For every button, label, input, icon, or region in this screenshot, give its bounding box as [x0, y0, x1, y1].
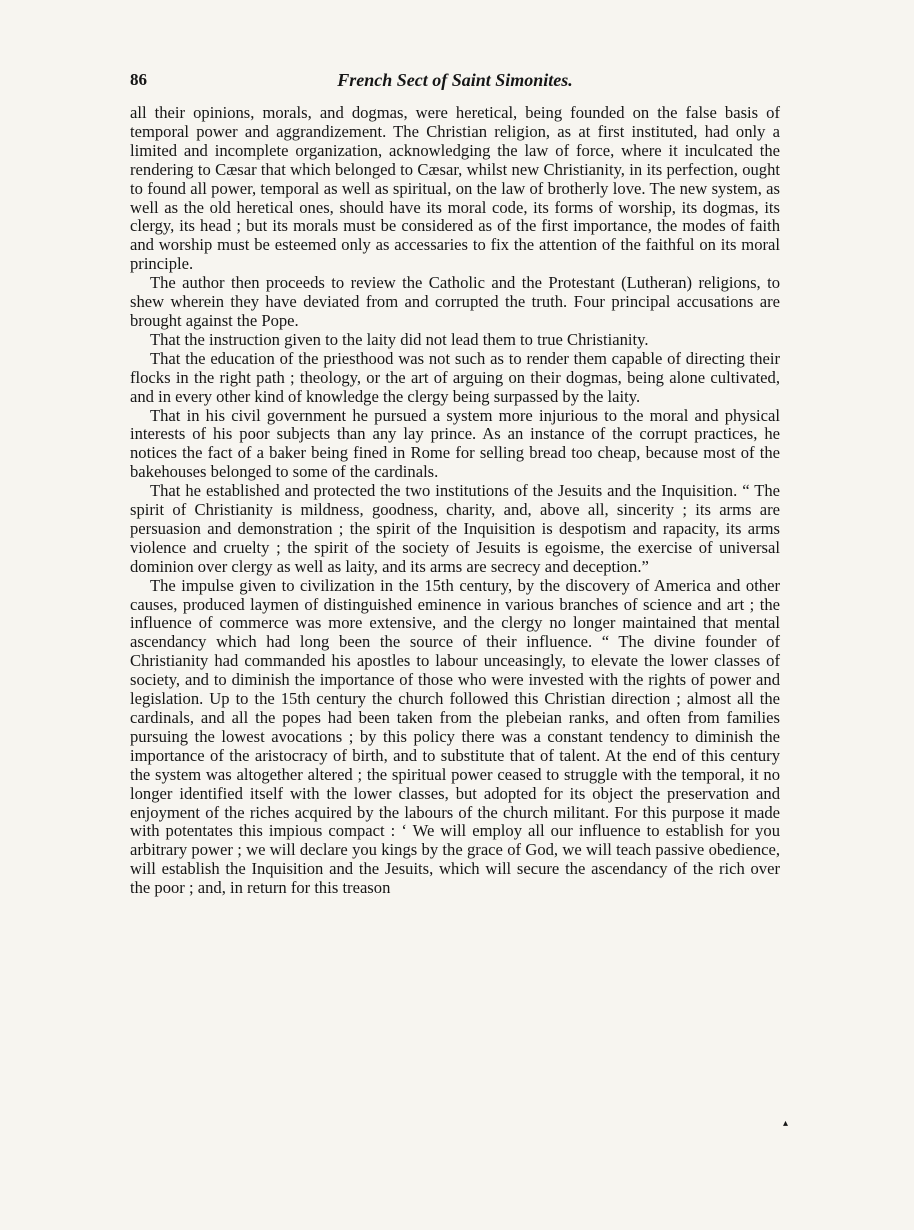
paragraph: That he established and protected the two institutions of the Jesuits and the Inquisition. “ The spirit of Christianity is mildness, goodness, charity, and, above all, sincerity ; its arms are persuasion and demonstration ; the spirit of the Inquisition is despotism and rapacity, its arms violence and cruelty ; the spirit of the society of Jesuits is egoisme, the exercise of universal dominion over clergy as well as laity, and its arms are secrecy and deception.”	[130, 481, 780, 576]
paragraph: The author then proceeds to review the Catholic and the Protestant (Lutheran) religions, to shew wherein they have deviated from and corrupted the truth. Four principal accusations are brought against the Pope.	[130, 273, 780, 330]
paragraph: That in his civil government he pursued a system more injurious to the moral and physical interests of his poor subjects than any lay prince. As an instance of the corrupt practices, he notices the fact of a baker being fined in Rome for selling bread too cheap, because most of the bakehouses belonged to some of the cardinals.	[130, 405, 780, 482]
paragraph: That the education of the priesthood was not such as to render them capable of directing their flocks in the right path ; theology, or the art of arguing on their dogmas, being alone cultivated, and in every other kind of knowledge the clergy being surpassed by the laity.	[130, 348, 780, 406]
body-text	[130, 104, 780, 898]
running-title: French Sect of Saint Simonites.	[337, 70, 573, 90]
page-number: 86	[130, 70, 147, 89]
footer-mark: ▴	[783, 1118, 789, 1129]
paragraph: all their opinions, morals, and dogmas, were heretical, being founded on the false basis of temporal power and aggrandizement. The Christian religion, as at first instituted, had only a limited and incomplete organization, acknowledging the law of force, where it inculcated the rendering to Cæsar that which belonged to Cæsar, whilst new Christianity, in its perfection, ought to found all power, temporal as well as spiritual, on the law of brotherly love. The new system, as well as the old heretical ones, should have its moral code, its forms of worship, its dogmas, its clergy, its head ; but its morals must be considered as of the first importance, the modes of faith and worship must be esteemed only as accessaries to fix the attention of the faithful on its moral principle.	[130, 103, 780, 274]
paragraph: That the instruction given to the laity did not lead them to true Christianity.	[150, 329, 649, 349]
paragraph: The impulse given to civilization in the 15th century, by the discovery of America and other causes, produced laymen of distinguished eminence in various branches of science and art ; the influence of commerce was more extensive, and the clergy no longer maintained that mental ascendancy which had long been the source of their influence. “ The divine founder of Christianity had commanded his apostles to labour unceasingly, to elevate the lower classes of society, and to diminish the importance of those who were invested with the rights of power and legislation. Up to the 15th century the church followed this Christian direction ; almost all the cardinals, and all the popes had been taken from the plebeian ranks, and often from families pursuing the lowest avocations ; by this policy there was a constant tendency to diminish the importance of the aristocracy of birth, and to substitute that of talent. At the end of this century the system was altogether altered ; the spiritual power ceased to struggle with the temporal, it no longer identified itself with the lower classes, but adopted for its object the preservation and enjoyment of the riches acquired by the labours of the church militant. For this purpose it made with potentates this impious compact : ‘ We will employ all our influence to establish for you arbitrary power ; we will declare you kings by the grace of God, we will teach passive obedience, will establish the Inquisition and the Jesuits, which will secure the ascendancy of the rich over the poor ; and, in return for this treason	[130, 575, 780, 898]
page-header	[130, 70, 780, 94]
